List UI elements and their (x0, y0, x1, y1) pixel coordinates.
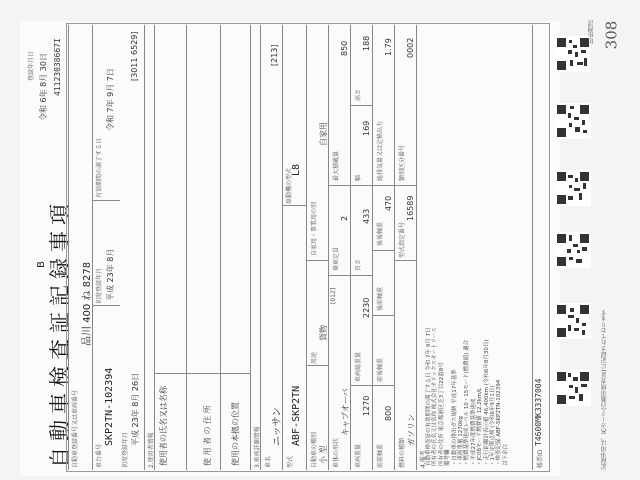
cert-no-label: 型式指定番号 (399, 221, 406, 258)
vehicle-section-heading: 3.車両詳細情報 (254, 426, 261, 468)
body-label: 車体の形状 (333, 437, 340, 468)
fuel-label: 燃料の種類 (399, 437, 406, 468)
capacity-label: 乗車定員 (333, 246, 340, 271)
length: 433 (362, 208, 371, 224)
first-reg-full: 平成 23年 8月 26日 (131, 372, 140, 446)
vehicle-type-label: 自動車の種別 (311, 431, 318, 468)
maker-label: 車名 (265, 455, 272, 468)
remark-line: ・検査記録 ABF-SKP2TN-102394 (496, 379, 503, 466)
record-number: 41123038667I (53, 38, 62, 96)
length-label: 長さ (355, 258, 362, 271)
issue-date-label: 登録年月日 (28, 50, 35, 81)
fuel-type: ガソリン (407, 414, 416, 446)
qr-code-3 (555, 170, 591, 206)
body-code: [012] (330, 287, 337, 304)
first-reg-value: 平成 23年 8月 (106, 248, 115, 301)
gross-label: 車両総重量 (355, 351, 362, 382)
maxload: 850 (340, 40, 349, 56)
purpose: 自家用 (319, 122, 328, 146)
cert-no: 16589 (406, 195, 415, 221)
expiry-label: 有効期間の満了する日 (96, 137, 103, 198)
purpose-label: 自家用・事業用の別 (311, 201, 318, 256)
weight-label: 車両重量 (355, 443, 362, 468)
issue-date: 令和 6年 8月 30日 (39, 53, 48, 121)
maker-code: [213] (270, 44, 279, 66)
chassis-number: SKP2TN-102394 (104, 367, 115, 446)
remark-line: 所有者の氏名又は名称 株式会社オリックスオートリース (432, 327, 439, 466)
displacement: 1.79 (384, 38, 393, 56)
remark-line: ・JC08モード燃費値 12.2km/L (477, 387, 484, 466)
registration-sheet (20, 21, 560, 476)
qr-code-4 (555, 232, 591, 268)
first-reg-label: 初度登録年月 (96, 267, 103, 304)
variant-mark: B (36, 261, 47, 268)
body-type: キャブオーバ (341, 388, 350, 436)
user-address-label: 使 用 者 の 住 所 (203, 405, 212, 466)
plate-label: 自動車登録番号又は車両番号 (72, 389, 79, 468)
maker: ニッサン (272, 406, 283, 446)
plate-number: 品川 400 ね 8278 (82, 261, 93, 346)
user-section-heading: 2.使用者情報 (148, 432, 155, 468)
height-label: 高さ (355, 88, 362, 101)
chassis-label: 車台番号 (96, 443, 103, 468)
maxload-label: 最大積載量 (333, 150, 340, 181)
owner-name-label: 使用者の氏名又は名称 (159, 386, 168, 466)
document-title: 自動車検査証記録事項 (48, 198, 72, 468)
gross-weight: 2230 (362, 297, 371, 318)
engine-model: L8 (291, 163, 302, 176)
remark-line: 所有者の住所 東京都港区芝3丁目22番8号 (438, 362, 445, 466)
remark-line: ・1年定期点検 (令和6年9月1日) (490, 385, 497, 466)
height: 188 (362, 35, 371, 51)
width-label: 幅 (355, 174, 362, 181)
first-reg-full-label: 初度登録年月 (122, 431, 129, 468)
front-rear-axle-label: 前後軸重 (377, 357, 384, 382)
use: 貨物 (319, 325, 328, 341)
rear-rear-axle-label: 後後軸重 (377, 221, 384, 246)
vehicle-type: 小 型 (319, 445, 328, 464)
footer-code: T4600MK3337004 (534, 378, 543, 446)
displacement-label: 総排気量又は定格出力 (377, 120, 384, 181)
remark-line: 以下余白 (502, 443, 509, 466)
base-location-label: 使用の本拠の位置 (231, 402, 240, 466)
front-axle-label: 前前軸重 (377, 443, 384, 468)
footer-label: 帳票ID (537, 449, 544, 468)
remark-line: ・自動車の排出ガス規制 平成17年基準 (451, 369, 458, 466)
remark-line: ・車両重量 1270kg (458, 416, 465, 466)
remark-line: ・走行距離計表示値 46,400km (令和6年8月30日) (483, 339, 490, 466)
qr-code-2 (555, 103, 591, 139)
class-no-label: 類別区分番号 (399, 144, 406, 181)
model: ABF-SKP2TN (291, 385, 302, 446)
width: 169 (362, 120, 371, 136)
rear-rear-axle: 470 (384, 195, 393, 211)
use-label: 用途 (311, 351, 318, 364)
side-note-bottom: 記録事項は、ICカード(自動車検査証)に記録されております (601, 309, 608, 470)
engine-model-label: 原動機の型式 (286, 167, 293, 204)
remark-line: ・平成27年度燃費基準達成 (470, 398, 477, 466)
qr-code-6 (555, 370, 591, 406)
weight: 1270 (362, 395, 371, 416)
code-a: [3011 6529] (130, 31, 139, 81)
expiry-date: 令和 7年 9月 7日 (106, 68, 115, 131)
model-label: 型式 (287, 455, 294, 468)
remark-line: 自動車検査証の有効期間の満了する日 令和 7年 9月 7日 (426, 327, 432, 466)
remark-line: 備考欄 (445, 449, 452, 466)
class-no: 0002 (406, 37, 415, 58)
remark-line: ・燃費基準達成レベル 10・15モード(燃費値) 適合 (464, 339, 471, 466)
qr-code-5 (555, 303, 591, 339)
rear-front-axle-label: 後前軸重 (377, 286, 384, 311)
handwritten-page-number: 308 (602, 20, 621, 50)
capacity: 2 (340, 215, 349, 221)
remarks-heading: 4.備考 (420, 450, 427, 468)
front-axle: 800 (384, 405, 393, 421)
side-note-top: 記録事項 (586, 20, 593, 44)
